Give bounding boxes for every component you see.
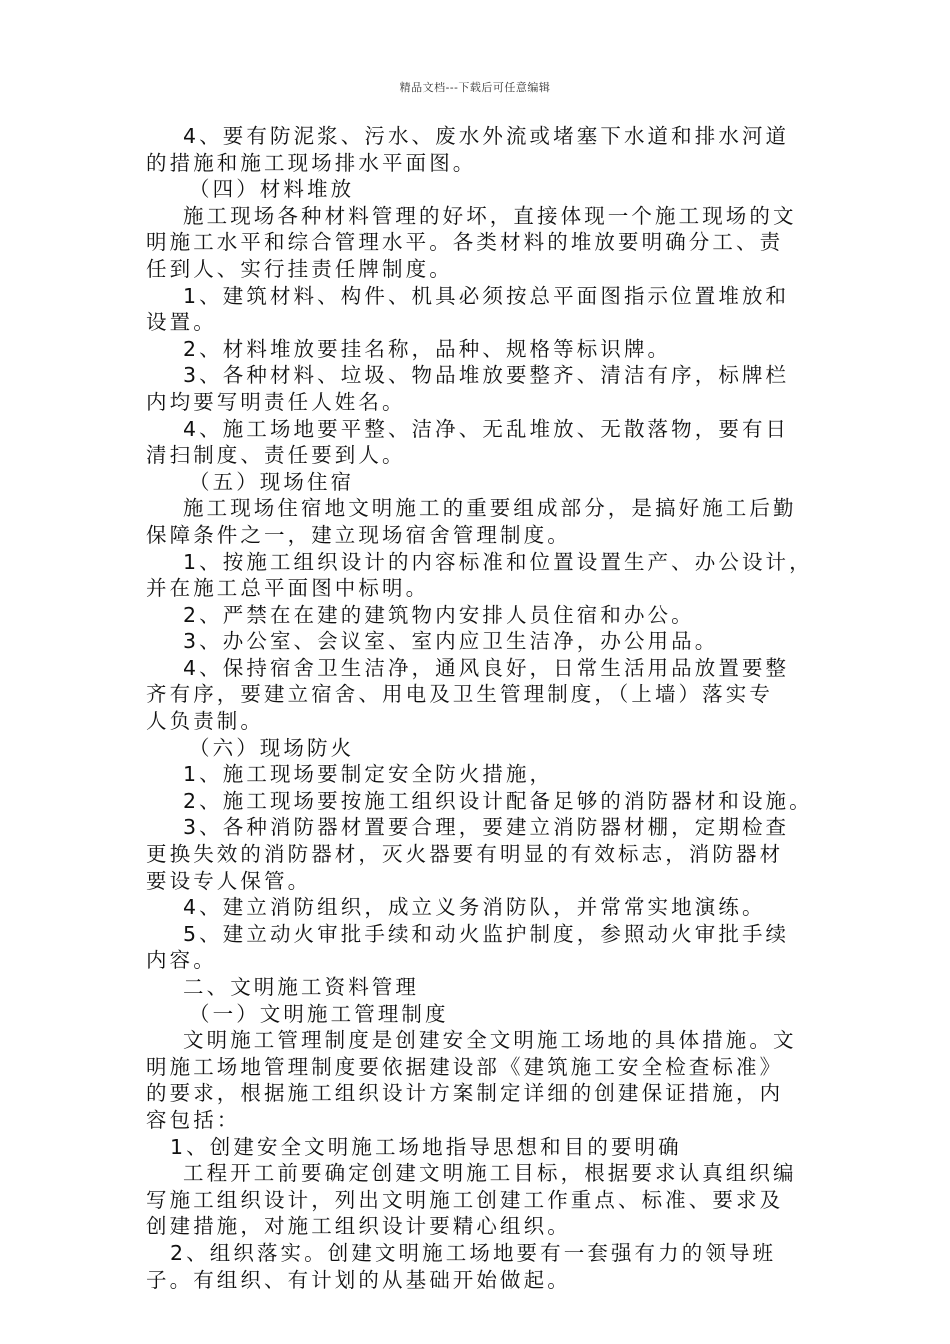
paragraph-line: 容包括：	[146, 1107, 241, 1132]
paragraph-line: 的措施和施工现场排水平面图。	[146, 150, 477, 175]
paragraph-line: 写施工组织设计，列出文明施工创建工作重点、标准、要求及	[146, 1187, 784, 1212]
paragraph-line: 3、办公室、会议室、室内应卫生洁净，办公用品。	[183, 629, 719, 654]
paragraph-line: 更换失效的消防器材，灭火器要有明显的有效标志，消防器材	[146, 842, 784, 867]
paragraph-line: 要设专人保管。	[146, 868, 312, 893]
section-heading: （一）文明施工管理制度	[189, 1001, 449, 1026]
paragraph-line: 施工现场各种材料管理的好坏，直接体现一个施工现场的文	[183, 203, 797, 228]
paragraph-line: 4、建立消防组织，成立义务消防队，并常常实地演练。	[183, 895, 766, 920]
paragraph-line: 施工现场住宿地文明施工的重要组成部分，是搞好施工后勤	[183, 496, 797, 521]
chapter-heading: 二、文明施工资料管理	[183, 975, 419, 999]
paragraph-line: 1、按施工组织设计的内容标准和位置设置生产、办公设计，	[183, 549, 813, 574]
paragraph-line: 人负责制。	[146, 709, 264, 734]
paragraph-line: 工程开工前要确定创建文明施工目标，根据要求认真组织编	[183, 1161, 797, 1186]
paragraph-line: 5、建立动火审批手续和动火监护制度，参照动火审批手续	[183, 921, 790, 946]
paragraph-line: 2、严禁在在建的建筑物内安排人员住宿和办公。	[183, 602, 695, 627]
paragraph-line: 设置。	[146, 310, 217, 335]
paragraph-line: 1、创建安全文明施工场地指导思想和目的要明确	[170, 1134, 682, 1159]
paragraph-line: 齐有序，要建立宿舍、用电及卫生管理制度，（上墙）落实专	[146, 682, 773, 707]
paragraph-line: 的要求，根据施工组织设计方案制定详细的创建保证措施，内	[146, 1081, 784, 1106]
page-header: 精品文档---下载后可任意编辑	[399, 81, 551, 94]
paragraph-line: 1、建筑材料、构件、机具必须按总平面图指示位置堆放和	[183, 283, 790, 308]
paragraph-line: 3、各种材料、垃圾、物品堆放要整齐、清洁有序，标牌栏	[183, 363, 790, 388]
paragraph-line: 任到人、实行挂责任牌制度。	[146, 256, 453, 281]
paragraph-line: 明施工水平和综合管理水平。各类材料的堆放要明确分工、责	[146, 230, 784, 255]
section-heading: （四）材料堆放	[189, 177, 355, 202]
paragraph-line: 4、要有防泥浆、污水、废水外流或堵塞下水道和排水河道	[183, 124, 790, 148]
section-heading: （六）现场防火	[189, 735, 355, 760]
paragraph-line: 保障条件之一，建立现场宿舍管理制度。	[146, 522, 571, 547]
paragraph-line: 1、施工现场要制定安全防火措施，	[183, 762, 554, 787]
paragraph-line: 文明施工管理制度是创建安全文明施工场地的具体措施。文	[183, 1028, 797, 1053]
section-heading: （五）现场住宿	[189, 469, 355, 494]
paragraph-line: 3、各种消防器材置要合理，要建立消防器材棚，定期检查	[183, 815, 790, 840]
paragraph-line: 内容。	[146, 948, 217, 973]
paragraph-line: 2、材料堆放要挂名称，品种、规格等标识牌。	[183, 336, 672, 361]
paragraph-line: 2、组织落实。创建文明施工场地要有一套强有力的领导班	[170, 1240, 777, 1265]
paragraph-line: 创建措施，对施工组织设计要精心组织。	[146, 1214, 571, 1239]
paragraph-line: 子。有组织、有计划的从基础开始做起。	[146, 1267, 571, 1292]
paragraph-line: 4、保持宿舍卫生洁净，通风良好，日常生活用品放置要整	[183, 655, 790, 680]
paragraph-line: 明施工场地管理制度要依据建设部《建筑施工安全检查标准》	[146, 1054, 784, 1079]
document-body	[146, 123, 812, 1293]
paragraph-line: 清扫制度、责任要到人。	[146, 443, 406, 468]
paragraph-line: 并在施工总平面图中标明。	[146, 576, 430, 601]
paragraph-line: 内均要写明责任人姓名。	[146, 389, 406, 414]
paragraph-line: 4、施工场地要平整、洁净、无乱堆放、无散落物，要有日	[183, 416, 790, 441]
paragraph-line: 2、施工现场要按施工组织设计配备足够的消防器材和设施。	[183, 788, 813, 813]
